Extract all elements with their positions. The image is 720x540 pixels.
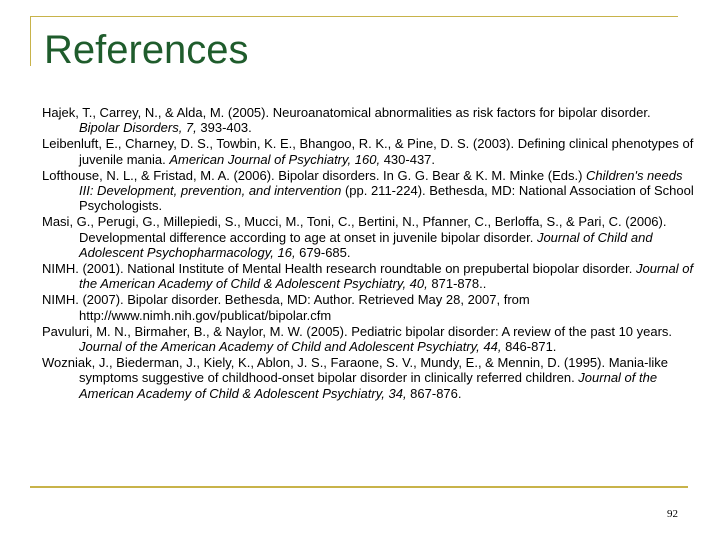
- reference-text: Masi, G., Perugi, G., Millepiedi, S., Mucci, M., Toni, C., Bertini, N., Pfanner, C., Berloffa, S., & Pari, C. (2006). Developmental difference according to age at onset in juvenile bipolar disorder.: [42, 214, 667, 245]
- reference-pages: 846-871.: [501, 339, 557, 355]
- reference-item: [42, 136, 694, 166]
- reference-text: NIMH. (2007). Bipolar disorder. Bethesda, MD: Author. Retrieved May 28, 2007, from http://www.nimh.nih.gov/publicat/bipolar.cfm: [42, 292, 530, 323]
- reference-text: Lofthouse, N. L., & Fristad, M. A. (2006). Bipolar disorders. In G. G. Bear & K. M. Minke (Eds.): [42, 167, 587, 183]
- reference-pages: 393-403.: [196, 120, 252, 136]
- reference-item: [42, 105, 694, 135]
- reference-item: [42, 324, 694, 354]
- reference-source: Journal of the American Academy of Child & Adolescent Psychiatry, 34,: [79, 370, 658, 401]
- page-number: 92: [667, 508, 678, 520]
- left-border-line: [30, 16, 31, 66]
- reference-source: American Journal of Psychiatry, 160,: [169, 151, 381, 167]
- reference-text: Hajek, T., Carrey, N., & Alda, M. (2005). Neuroanatomical abnormalities as risk factors for bipolar disorder.: [42, 105, 651, 120]
- reference-text: Leibenluft, E., Charney, D. S., Towbin, K. E., Bhangoo, R. K., & Pine, D. S. (2003). Defining clinical phenotypes of juvenile mania.: [42, 136, 694, 167]
- slide-title: References: [44, 28, 249, 72]
- reference-item: [42, 261, 694, 291]
- reference-source: Bipolar Disorders, 7,: [79, 120, 197, 136]
- reference-item: [42, 168, 694, 214]
- reference-list: [42, 105, 694, 402]
- reference-pages: (pp. 211-224). Bethesda, MD: National Association of School Psychologists.: [79, 183, 694, 214]
- reference-source: Journal of the American Academy of Child & Adolescent Psychiatry, 40,: [79, 261, 694, 292]
- reference-source: Journal of Child and Adolescent Psychopharmacology, 16,: [79, 229, 653, 260]
- reference-text: NIMH. (2001). National Institute of Mental Health research roundtable on prepubertal biopolar disorder.: [42, 261, 636, 277]
- reference-pages: 867-876.: [406, 385, 462, 401]
- reference-pages: 430-437.: [380, 151, 436, 167]
- reference-pages: 679-685.: [295, 244, 351, 260]
- reference-item: [42, 355, 694, 401]
- reference-source: Journal of the American Academy of Child and Adolescent Psychiatry, 44,: [79, 339, 502, 355]
- reference-text: Pavuluri, M. N., Birmaher, B., & Naylor, M. W. (2005). Pediatric bipolar disorder: A review of the past 10 years.: [42, 323, 673, 339]
- bottom-border-line: [30, 486, 688, 488]
- reference-source: Children's needs III: Development, prevention, and intervention: [79, 167, 683, 199]
- reference-item: [42, 214, 694, 260]
- reference-text: Wozniak, J., Biederman, J., Kiely, K., Ablon, J. S., Faraone, S. V., Mundy, E., & Mennin, D. (1995). Mania-like symptoms suggestive of childhood-onset bipolar disorder in clinically referred children.: [42, 355, 668, 386]
- top-border-line: [30, 16, 678, 17]
- reference-pages: 871-878..: [427, 276, 487, 292]
- reference-item: [42, 292, 694, 322]
